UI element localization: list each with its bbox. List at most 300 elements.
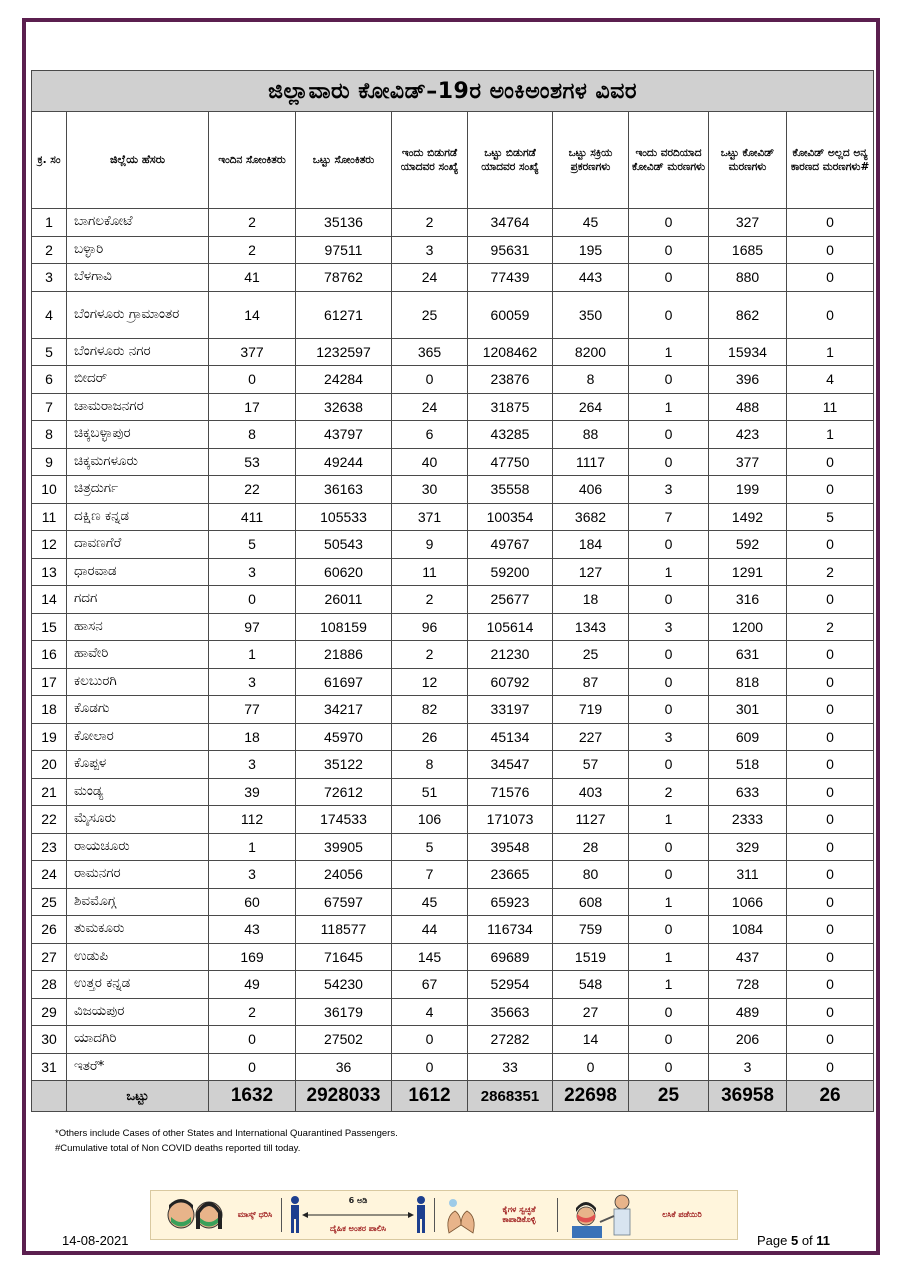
today-discharged-cell: 9: [392, 531, 468, 559]
sl-no-cell: 29: [32, 998, 67, 1026]
sl-no-cell: 27: [32, 943, 67, 971]
total-deaths-cell: 818: [709, 668, 787, 696]
district-name-cell: ಶಿವಮೊಗ್ಗ: [67, 888, 209, 916]
totals-label: ಒಟ್ಟು: [67, 1081, 209, 1112]
table-row: [32, 943, 874, 971]
total-positive-cell: 97511: [296, 236, 392, 264]
today-discharged-cell: 4: [392, 998, 468, 1026]
total-deaths-cell: 633: [709, 778, 787, 806]
sl-no-cell: 25: [32, 888, 67, 916]
today-discharged-cell: 45: [392, 888, 468, 916]
active-cases-cell: 28: [553, 833, 629, 861]
table-row: [32, 236, 874, 264]
banner-mask-section: [151, 1191, 275, 1239]
sl-no-cell: 7: [32, 393, 67, 421]
footnote-non-covid: #Cumulative total of Non COVID deaths reported till today.: [55, 1143, 301, 1154]
page-mid: of: [798, 1233, 817, 1248]
page-current: 5: [790, 1233, 799, 1248]
today-deaths-cell: 0: [629, 1026, 709, 1054]
today-deaths-cell: 0: [629, 998, 709, 1026]
active-cases-cell: 14: [553, 1026, 629, 1054]
total-today-discharged: 1612: [392, 1081, 468, 1112]
non-covid-deaths-cell: 0: [787, 998, 874, 1026]
sl-no-cell: 24: [32, 861, 67, 889]
person-left-icon: [288, 1195, 302, 1235]
today-discharged-cell: 2: [392, 641, 468, 669]
district-name-cell: ಗದಗ: [67, 586, 209, 614]
district-name-cell: ರಾಮನಗರ: [67, 861, 209, 889]
total-deaths-cell: 437: [709, 943, 787, 971]
banner-divider: [281, 1198, 282, 1232]
today-positive-cell: 0: [209, 366, 296, 394]
total-deaths-cell: 489: [709, 998, 787, 1026]
total-deaths-cell: 592: [709, 531, 787, 559]
non-covid-deaths-cell: 0: [787, 806, 874, 834]
today-deaths-cell: 0: [629, 586, 709, 614]
total-positive-cell: 35136: [296, 209, 392, 237]
total-non-covid-deaths: 26: [787, 1081, 874, 1112]
sl-no-cell: 9: [32, 448, 67, 476]
table-row: [32, 751, 874, 779]
today-discharged-cell: 371: [392, 503, 468, 531]
non-covid-deaths-cell: 0: [787, 641, 874, 669]
total-discharged-cell: 34547: [468, 751, 553, 779]
sl-no-cell: 23: [32, 833, 67, 861]
active-cases-cell: 227: [553, 723, 629, 751]
today-positive-cell: 43: [209, 916, 296, 944]
table-row: [32, 806, 874, 834]
table-row: [32, 558, 874, 586]
total-deaths-cell: 1291: [709, 558, 787, 586]
total-positive-cell: 43797: [296, 421, 392, 449]
table-row: [32, 1026, 874, 1054]
today-deaths-cell: 3: [629, 476, 709, 504]
table-title: ಜಿಲ್ಲಾವಾರು ಕೋವಿಡ್–19ರ ಅಂಕಿಅಂಶಗಳ ವಿವರ: [32, 71, 874, 112]
today-deaths-cell: 0: [629, 861, 709, 889]
district-name-cell: ಉತ್ತರ ಕನ್ನಡ: [67, 971, 209, 999]
active-cases-cell: 1127: [553, 806, 629, 834]
non-covid-deaths-cell: 0: [787, 264, 874, 292]
table-row: [32, 998, 874, 1026]
total-discharged-cell: 31875: [468, 393, 553, 421]
header-today-deaths: ಇಂದು ವರದಿಯಾದ ಕೋವಿಡ್ ಮರಣಗಳು: [629, 112, 709, 209]
total-positive-cell: 36179: [296, 998, 392, 1026]
total-discharged-cell: 33: [468, 1053, 553, 1081]
today-deaths-cell: 7: [629, 503, 709, 531]
district-name-cell: ಚಿಕ್ಕಮಗಳೂರು: [67, 448, 209, 476]
table-row: [32, 668, 874, 696]
total-deaths-cell: 1200: [709, 613, 787, 641]
total-positive-cell: 54230: [296, 971, 392, 999]
district-name-cell: ಚಿಕ್ಕಬಳ್ಳಾಪುರ: [67, 421, 209, 449]
today-deaths-cell: 0: [629, 291, 709, 338]
total-deaths-cell: 728: [709, 971, 787, 999]
header-today-positive: ಇಂದಿನ ಸೋಂಕಿತರು: [209, 112, 296, 209]
double-arrow-icon: [302, 1211, 414, 1219]
total-deaths-cell: 15934: [709, 338, 787, 366]
table-row: [32, 723, 874, 751]
today-positive-cell: 0: [209, 1053, 296, 1081]
today-positive-cell: 18: [209, 723, 296, 751]
district-name-cell: ಮಂಡ್ಯ: [67, 778, 209, 806]
non-covid-deaths-cell: 0: [787, 723, 874, 751]
today-positive-cell: 3: [209, 751, 296, 779]
non-covid-deaths-cell: 0: [787, 833, 874, 861]
total-positive-cell: 174533: [296, 806, 392, 834]
total-positive-cell: 78762: [296, 264, 392, 292]
district-name-cell: ಮೈಸೂರು: [67, 806, 209, 834]
total-positive-cell: 35122: [296, 751, 392, 779]
today-deaths-cell: 1: [629, 558, 709, 586]
today-positive-cell: 411: [209, 503, 296, 531]
total-discharged-cell: 69689: [468, 943, 553, 971]
total-positive-cell: 24056: [296, 861, 392, 889]
total-discharged-cell: 60059: [468, 291, 553, 338]
active-cases-cell: 350: [553, 291, 629, 338]
table-row: [32, 448, 874, 476]
page-prefix: Page: [757, 1233, 791, 1248]
non-covid-deaths-cell: 2: [787, 558, 874, 586]
total-deaths-cell: 609: [709, 723, 787, 751]
sl-no-cell: 3: [32, 264, 67, 292]
table-row: [32, 264, 874, 292]
table-row: [32, 613, 874, 641]
non-covid-deaths-cell: 0: [787, 778, 874, 806]
total-deaths-cell: 311: [709, 861, 787, 889]
today-discharged-cell: 0: [392, 1026, 468, 1054]
total-discharged-cell: 43285: [468, 421, 553, 449]
sl-no-cell: 17: [32, 668, 67, 696]
district-name-cell: ದಕ್ಷಿಣ ಕನ್ನಡ: [67, 503, 209, 531]
banner-divider: [434, 1198, 435, 1232]
today-deaths-cell: 0: [629, 668, 709, 696]
banner-hands-text: ಕೈಗಳ ಸ್ವಚ್ಛತೆ ಕಾಪಾಡಿಕೊಳ್ಳಿ: [502, 1204, 536, 1224]
total-total-positive: 2928033: [296, 1081, 392, 1112]
non-covid-deaths-cell: 0: [787, 531, 874, 559]
today-discharged-cell: 8: [392, 751, 468, 779]
district-name-cell: ಚಿತ್ರದುರ್ಗ: [67, 476, 209, 504]
total-deaths-cell: 518: [709, 751, 787, 779]
active-cases-cell: 759: [553, 916, 629, 944]
non-covid-deaths-cell: 1: [787, 421, 874, 449]
banner-vaccine-section: [564, 1191, 706, 1239]
district-name-cell: ಹಾವೇರಿ: [67, 641, 209, 669]
total-positive-cell: 71645: [296, 943, 392, 971]
active-cases-cell: 27: [553, 998, 629, 1026]
active-cases-cell: 719: [553, 696, 629, 724]
today-positive-cell: 17: [209, 393, 296, 421]
non-covid-deaths-cell: 1: [787, 338, 874, 366]
today-discharged-cell: 24: [392, 264, 468, 292]
sl-no-cell: 5: [32, 338, 67, 366]
total-positive-cell: 72612: [296, 778, 392, 806]
non-covid-deaths-cell: 0: [787, 696, 874, 724]
footnote-others: *Others include Cases of other States and International Quarantined Passengers.: [55, 1128, 398, 1139]
table-row: [32, 476, 874, 504]
today-discharged-cell: 2: [392, 209, 468, 237]
table-row: [32, 338, 874, 366]
today-deaths-cell: 0: [629, 421, 709, 449]
non-covid-deaths-cell: 2: [787, 613, 874, 641]
district-name-cell: ಕೊಡಗು: [67, 696, 209, 724]
today-deaths-cell: 0: [629, 209, 709, 237]
total-deaths-cell: 206: [709, 1026, 787, 1054]
district-covid-table: [31, 70, 874, 1112]
today-deaths-cell: 0: [629, 236, 709, 264]
total-deaths-cell: 396: [709, 366, 787, 394]
today-positive-cell: 3: [209, 558, 296, 586]
today-discharged-cell: 82: [392, 696, 468, 724]
total-discharged-cell: 39548: [468, 833, 553, 861]
district-name-cell: ದಾವಣಗೆರೆ: [67, 531, 209, 559]
total-discharged-cell: 23876: [468, 366, 553, 394]
total-discharged-cell: 21230: [468, 641, 553, 669]
sl-no-cell: 6: [32, 366, 67, 394]
header-total-positive: ಒಟ್ಟು ಸೋಂಕಿತರು: [296, 112, 392, 209]
total-discharged-cell: 45134: [468, 723, 553, 751]
today-deaths-cell: 0: [629, 641, 709, 669]
active-cases-cell: 1519: [553, 943, 629, 971]
today-deaths-cell: 1: [629, 888, 709, 916]
sl-no-cell: 19: [32, 723, 67, 751]
today-deaths-cell: 1: [629, 338, 709, 366]
table-row: [32, 291, 874, 338]
today-deaths-cell: 0: [629, 448, 709, 476]
total-discharged-cell: 35558: [468, 476, 553, 504]
total-positive-cell: 49244: [296, 448, 392, 476]
total-deaths-cell: 1066: [709, 888, 787, 916]
today-discharged-cell: 67: [392, 971, 468, 999]
total-deaths-cell: 199: [709, 476, 787, 504]
total-positive-cell: 60620: [296, 558, 392, 586]
total-discharged-cell: 95631: [468, 236, 553, 264]
sl-no-cell: 20: [32, 751, 67, 779]
today-discharged-cell: 11: [392, 558, 468, 586]
sl-no-cell: 10: [32, 476, 67, 504]
today-deaths-cell: 0: [629, 366, 709, 394]
footnotes: [55, 1126, 398, 1156]
total-deaths-cell: 1492: [709, 503, 787, 531]
total-discharged-cell: 77439: [468, 264, 553, 292]
total-positive-cell: 36163: [296, 476, 392, 504]
district-name-cell: ಉಡುಪಿ: [67, 943, 209, 971]
today-positive-cell: 77: [209, 696, 296, 724]
today-discharged-cell: 24: [392, 393, 468, 421]
total-deaths-cell: 327: [709, 209, 787, 237]
active-cases-cell: 8: [553, 366, 629, 394]
active-cases-cell: 8200: [553, 338, 629, 366]
today-positive-cell: 22: [209, 476, 296, 504]
total-positive-cell: 50543: [296, 531, 392, 559]
today-discharged-cell: 106: [392, 806, 468, 834]
sl-no-cell: 11: [32, 503, 67, 531]
total-discharged-cell: 171073: [468, 806, 553, 834]
active-cases-cell: 0: [553, 1053, 629, 1081]
total-positive-cell: 34217: [296, 696, 392, 724]
district-name-cell: ಬೆಂಗಳೂರು ನಗರ: [67, 338, 209, 366]
today-discharged-cell: 2: [392, 586, 468, 614]
header-active-cases: ಒಟ್ಟು ಸಕ್ರಿಯ ಪ್ರಕರಣಗಳು: [553, 112, 629, 209]
active-cases-cell: 195: [553, 236, 629, 264]
total-discharged-cell: 52954: [468, 971, 553, 999]
district-name-cell: ರಾಯಚೂರು: [67, 833, 209, 861]
total-deaths-cell: 880: [709, 264, 787, 292]
non-covid-deaths-cell: 0: [787, 448, 874, 476]
total-today-positive: 1632: [209, 1081, 296, 1112]
total-positive-cell: 26011: [296, 586, 392, 614]
district-name-cell: ಬೆಳಗಾವಿ: [67, 264, 209, 292]
banner-mask-text: ಮಾಸ್ಕ್ ಧರಿಸಿ: [237, 1209, 273, 1219]
active-cases-cell: 406: [553, 476, 629, 504]
total-positive-cell: 1232597: [296, 338, 392, 366]
active-cases-cell: 3682: [553, 503, 629, 531]
sl-no-cell: 8: [32, 421, 67, 449]
total-discharged-cell: 116734: [468, 916, 553, 944]
non-covid-deaths-cell: 0: [787, 888, 874, 916]
total-deaths-cell: 3: [709, 1053, 787, 1081]
active-cases-cell: 1117: [553, 448, 629, 476]
total-positive-cell: 39905: [296, 833, 392, 861]
district-name-cell: ಹಾಸನ: [67, 613, 209, 641]
non-covid-deaths-cell: 5: [787, 503, 874, 531]
total-total-deaths: 36958: [709, 1081, 787, 1112]
sl-no-cell: 15: [32, 613, 67, 641]
masked-faces-icon: [163, 1195, 227, 1235]
today-discharged-cell: 30: [392, 476, 468, 504]
today-positive-cell: 2: [209, 209, 296, 237]
today-deaths-cell: 1: [629, 393, 709, 421]
banner-distance-text: ದೈಹಿಕ ಅಂತರ ಪಾಲಿಸಿ: [329, 1223, 387, 1233]
non-covid-deaths-cell: 0: [787, 209, 874, 237]
total-discharged-cell: 33197: [468, 696, 553, 724]
active-cases-cell: 403: [553, 778, 629, 806]
active-cases-cell: 608: [553, 888, 629, 916]
banner-divider: [557, 1198, 558, 1232]
sl-no-cell: 22: [32, 806, 67, 834]
sl-no-cell: 21: [32, 778, 67, 806]
total-deaths-cell: 301: [709, 696, 787, 724]
today-positive-cell: 0: [209, 1026, 296, 1054]
total-deaths-cell: 1685: [709, 236, 787, 264]
total-discharged-cell: 23665: [468, 861, 553, 889]
total-discharged-cell: 47750: [468, 448, 553, 476]
active-cases-cell: 264: [553, 393, 629, 421]
today-deaths-cell: 0: [629, 833, 709, 861]
sl-no-cell: 14: [32, 586, 67, 614]
non-covid-deaths-cell: 4: [787, 366, 874, 394]
non-covid-deaths-cell: 0: [787, 668, 874, 696]
table-row: [32, 209, 874, 237]
sl-no-cell: 28: [32, 971, 67, 999]
active-cases-cell: 87: [553, 668, 629, 696]
table-row: [32, 861, 874, 889]
table-row: [32, 888, 874, 916]
total-positive-cell: 108159: [296, 613, 392, 641]
total-discharged-cell: 34764: [468, 209, 553, 237]
non-covid-deaths-cell: 0: [787, 1053, 874, 1081]
table-row: [32, 503, 874, 531]
district-name-cell: ಇತರೆ*: [67, 1053, 209, 1081]
header-today-discharged: ಇಂದು ಬಿಡುಗಡೆ ಯಾದವರ ಸಂಖ್ಯೆ: [392, 112, 468, 209]
header-non-covid-deaths: ಕೋವಿಡ್ ಅಲ್ಲದ ಅನ್ಯ ಕಾರಣದ ಮರಣಗಳು#: [787, 112, 874, 209]
total-positive-cell: 36: [296, 1053, 392, 1081]
today-positive-cell: 53: [209, 448, 296, 476]
total-deaths-cell: 2333: [709, 806, 787, 834]
total-discharged-cell: 49767: [468, 531, 553, 559]
banner-vaccine-text: ಲಸಿಕೆ ಪಡೆಯಿರಿ: [662, 1209, 702, 1219]
district-name-cell: ವಿಜಯಪುರ: [67, 998, 209, 1026]
total-discharged-cell: 25677: [468, 586, 553, 614]
total-positive-cell: 21886: [296, 641, 392, 669]
today-deaths-cell: 0: [629, 916, 709, 944]
district-name-cell: ಚಾಮರಾಜನಗರ: [67, 393, 209, 421]
table-row: [32, 696, 874, 724]
total-deaths-cell: 329: [709, 833, 787, 861]
hand-wash-icon: [441, 1195, 481, 1235]
today-deaths-cell: 2: [629, 778, 709, 806]
vaccination-icon: [564, 1192, 644, 1238]
total-positive-cell: 61271: [296, 291, 392, 338]
active-cases-cell: 18: [553, 586, 629, 614]
today-deaths-cell: 3: [629, 723, 709, 751]
non-covid-deaths-cell: 0: [787, 971, 874, 999]
district-name-cell: ಕೋಲಾರ: [67, 723, 209, 751]
today-positive-cell: 97: [209, 613, 296, 641]
total-discharged-cell: 35663: [468, 998, 553, 1026]
sl-no-cell: 13: [32, 558, 67, 586]
active-cases-cell: 80: [553, 861, 629, 889]
table-row: [32, 833, 874, 861]
table-row: [32, 393, 874, 421]
today-discharged-cell: 0: [392, 366, 468, 394]
non-covid-deaths-cell: 0: [787, 916, 874, 944]
header-total-discharged: ಒಟ್ಟು ಬಿಡುಗಡೆ ಯಾದವರ ಸಂಖ್ಯೆ: [468, 112, 553, 209]
active-cases-cell: 57: [553, 751, 629, 779]
total-discharged-cell: 27282: [468, 1026, 553, 1054]
today-positive-cell: 169: [209, 943, 296, 971]
non-covid-deaths-cell: 0: [787, 861, 874, 889]
district-name-cell: ಕೊಪ್ಪಳ: [67, 751, 209, 779]
today-discharged-cell: 44: [392, 916, 468, 944]
banner-distance-value: 6 ಅಡಿ: [348, 1195, 368, 1205]
sl-no-cell: 30: [32, 1026, 67, 1054]
active-cases-cell: 45: [553, 209, 629, 237]
today-positive-cell: 1: [209, 641, 296, 669]
today-deaths-cell: 0: [629, 531, 709, 559]
today-discharged-cell: 25: [392, 291, 468, 338]
today-discharged-cell: 26: [392, 723, 468, 751]
total-discharged-cell: 1208462: [468, 338, 553, 366]
today-discharged-cell: 0: [392, 1053, 468, 1081]
today-discharged-cell: 12: [392, 668, 468, 696]
table-row: [32, 971, 874, 999]
today-deaths-cell: 0: [629, 751, 709, 779]
person-right-icon: [414, 1195, 428, 1235]
table-row: [32, 778, 874, 806]
today-deaths-cell: 3: [629, 613, 709, 641]
banner-distance-block: [302, 1196, 414, 1234]
table-body: [32, 209, 874, 1081]
today-deaths-cell: 1: [629, 943, 709, 971]
table-row: [32, 421, 874, 449]
today-deaths-cell: 0: [629, 1053, 709, 1081]
total-today-deaths: 25: [629, 1081, 709, 1112]
sl-no-cell: 4: [32, 291, 67, 338]
total-total-discharged: 2868351: [468, 1081, 553, 1112]
non-covid-deaths-cell: 0: [787, 943, 874, 971]
today-discharged-cell: 7: [392, 861, 468, 889]
sl-no-cell: 16: [32, 641, 67, 669]
